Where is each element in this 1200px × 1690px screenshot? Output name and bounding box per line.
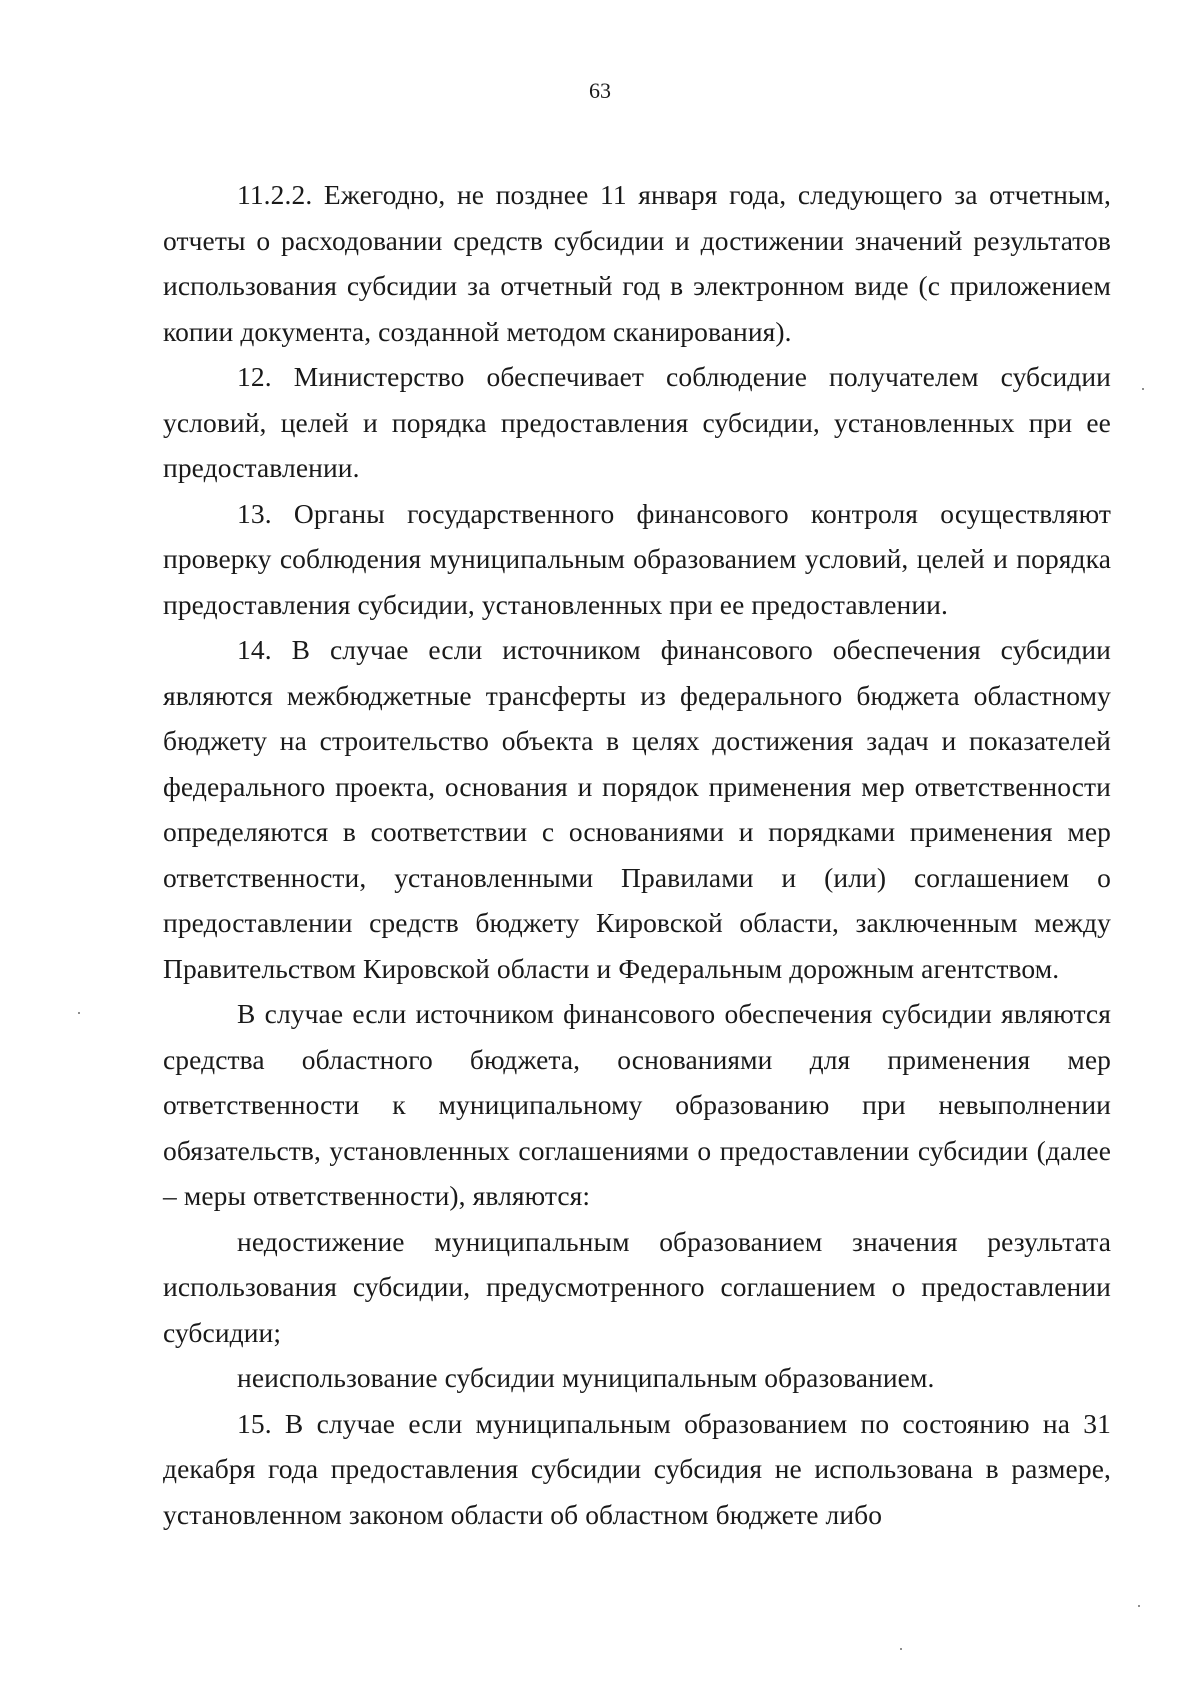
page-number: 63 (589, 78, 611, 103)
paragraph-12: 12. Министерство обеспечивает соблюдение получателем субсидии условий, целей и порядка предоставления субсидии, установленных при ее предоставлении. (163, 361, 1111, 483)
list-item-non-use: неиспользование субсидии муниципальным образованием. (237, 1362, 935, 1393)
scan-speck (1142, 388, 1144, 390)
document-body (163, 172, 1111, 1537)
scan-speck (1138, 1605, 1140, 1607)
scan-speck (900, 1648, 902, 1650)
list-item-non-achievement: недостижение муниципальным образованием значения результата использования субсидии, предусмотренного соглашением о предоставлении субсидии; (163, 1225, 1111, 1348)
paragraph-15: 15. В случае если муниципальным образованием по состоянию на 31 декабря года предоставления субсидии субсидия не использована в размере, установленном законом области об областном бюджете либо (163, 1407, 1111, 1530)
paragraph-14-regional-budget: В случае если источником финансового обеспечения субсидии являются средства областного бюджета, основаниями для применения мер ответственности к муниципальному образованию при невыполнении обязательств, установленных соглашениями о предоставлении субсидии (далее – меры ответственности), являются: (163, 998, 1111, 1211)
paragraph-11-2-2: 11.2.2. Ежегодно, не позднее 11 января года, следующего за отчетным, отчеты о расходовании средств субсидии и достижении значений результатов использования субсидии за отчетный год в электронном виде (с приложением копии документа, созданной методом сканирования). (163, 179, 1111, 347)
scan-speck (78, 1012, 80, 1014)
paragraph-13: 13. Органы государственного финансового контроля осуществляют проверку соблюдения муниципальным образованием условий, целей и порядка предоставления субсидии, установленных при ее предоставлении. (163, 497, 1111, 620)
paragraph-14: 14. В случае если источником финансового обеспечения субсидии являются межбюджетные трансферты из федерального бюджета областному бюджету на строительство объекта в целях достижения задач и показателей федерального проекта, основания и порядок применения мер ответственности определяются в соответствии с основаниями и порядками применения мер ответственности, установленными Правилами и (или) соглашением о предоставлении средств бюджету Кировской области, заключенным между Правительством Кировской области и Федеральным дорожным агентством. (163, 634, 1111, 984)
